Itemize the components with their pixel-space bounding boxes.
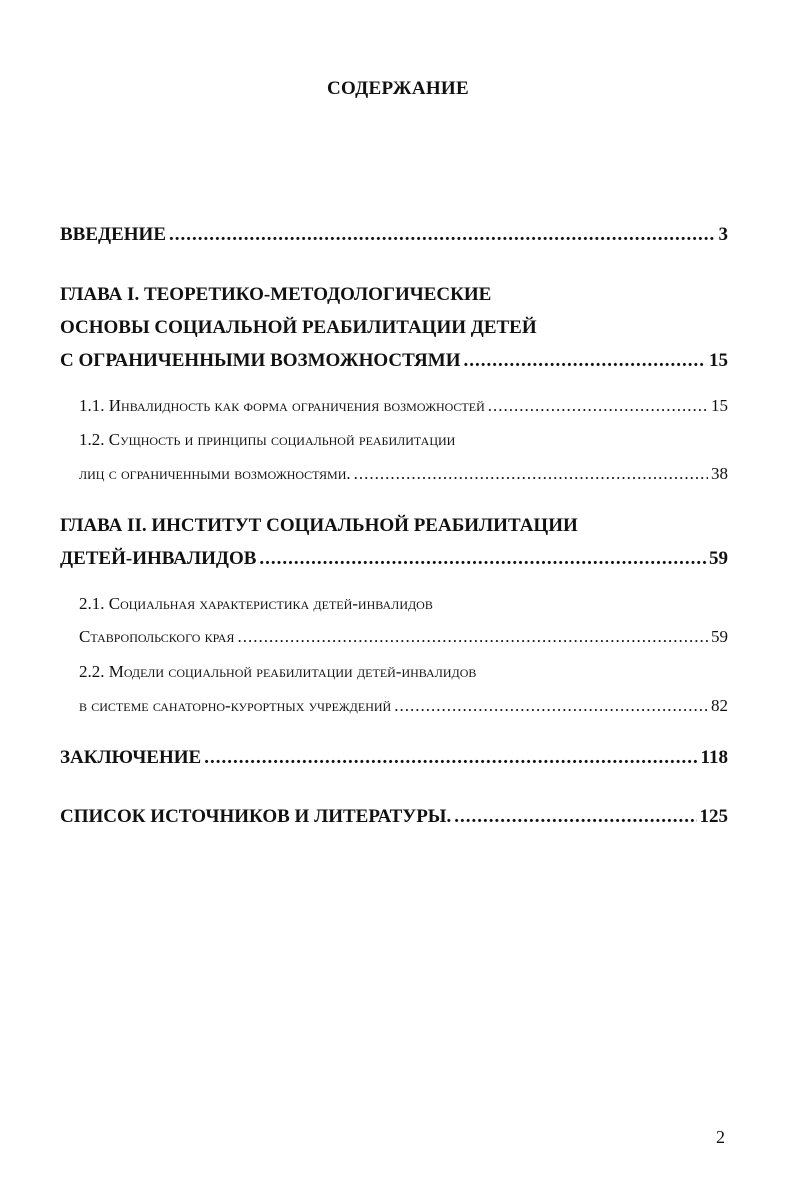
toc-entry-chapter1 <box>60 350 728 372</box>
dot-leader <box>204 747 697 769</box>
dot-leader <box>454 806 696 828</box>
toc-entry-title: 2.1. Социальная характеристика детей-инвалидов <box>79 594 433 613</box>
toc-section-2-2-line1 <box>79 662 728 682</box>
dot-leader <box>259 548 706 570</box>
toc-section-1-2-line1 <box>79 430 728 450</box>
toc-entry-introduction <box>60 224 728 246</box>
dot-leader <box>354 464 708 484</box>
toc-entry-conclusion <box>60 747 728 769</box>
toc-chapter2-title-line1 <box>60 515 728 537</box>
toc-page-number: 15 <box>709 350 728 371</box>
dot-leader <box>394 696 708 716</box>
toc-entry-sources <box>60 806 728 828</box>
toc-section-2-1-line1 <box>79 594 728 614</box>
toc-entry-title: С ОГРАНИЧЕННЫМИ ВОЗМОЖНОСТЯМИ <box>60 350 461 371</box>
dot-leader <box>237 627 708 647</box>
toc-entry-title: ВВЕДЕНИЕ <box>60 224 166 245</box>
toc-page-number: 125 <box>699 806 728 827</box>
toc-entry-title: лиц с ограниченными возможностями. <box>79 464 351 483</box>
toc-entry-title: Ставропольского края <box>79 627 235 646</box>
toc-chapter1-title-line2 <box>60 317 728 339</box>
toc-entry-title: ДЕТЕЙ-ИНВАЛИДОВ <box>60 548 257 569</box>
toc-entry-title: в системе санаторно-курортных учреждений <box>79 696 392 715</box>
toc-page-number: 118 <box>700 747 728 768</box>
toc-entry-title: ЗАКЛЮЧЕНИЕ <box>60 747 202 768</box>
toc-entry-title: ГЛАВА II. ИНСТИТУТ СОЦИАЛЬНОЙ РЕАБИЛИТАЦИИ <box>60 515 578 536</box>
toc-page-number: 15 <box>711 396 728 415</box>
toc-entry-section-1-2 <box>79 464 728 484</box>
toc-page-number: 82 <box>711 696 728 715</box>
toc-entry-title: ОСНОВЫ СОЦИАЛЬНОЙ РЕАБИЛИТАЦИИ ДЕТЕЙ <box>60 317 537 338</box>
toc-entry-title: 1.1. Инвалидность как форма ограничения возможностей <box>79 396 485 415</box>
toc-entry-title: СПИСОК ИСТОЧНИКОВ И ЛИТЕРАТУРЫ. <box>60 806 452 827</box>
contents-heading: СОДЕРЖАНИЕ <box>327 78 469 99</box>
toc-entry-chapter2 <box>60 548 728 570</box>
toc-entry-title: ГЛАВА I. ТЕОРЕТИКО-МЕТОДОЛОГИЧЕСКИЕ <box>60 284 492 305</box>
dot-leader <box>463 350 706 372</box>
toc-entry-section-1-1 <box>79 396 728 416</box>
toc-entry-section-2-2 <box>79 696 728 716</box>
toc-page-number: 38 <box>711 464 728 483</box>
dot-leader <box>169 224 716 246</box>
toc-entry-title: 2.2. Модели социальной реабилитации детей-инвалидов <box>79 662 477 681</box>
toc-entry-section-2-1 <box>79 627 728 647</box>
toc-page-number: 59 <box>709 548 728 569</box>
toc-page-number: 59 <box>711 627 728 646</box>
toc-entry-title: 1.2. Сущность и принципы социальной реабилитации <box>79 430 456 449</box>
toc-chapter1-title-line1 <box>60 284 728 306</box>
toc-page-number: 3 <box>718 224 728 245</box>
page-number: 2 <box>716 1127 725 1147</box>
dot-leader <box>488 396 708 416</box>
